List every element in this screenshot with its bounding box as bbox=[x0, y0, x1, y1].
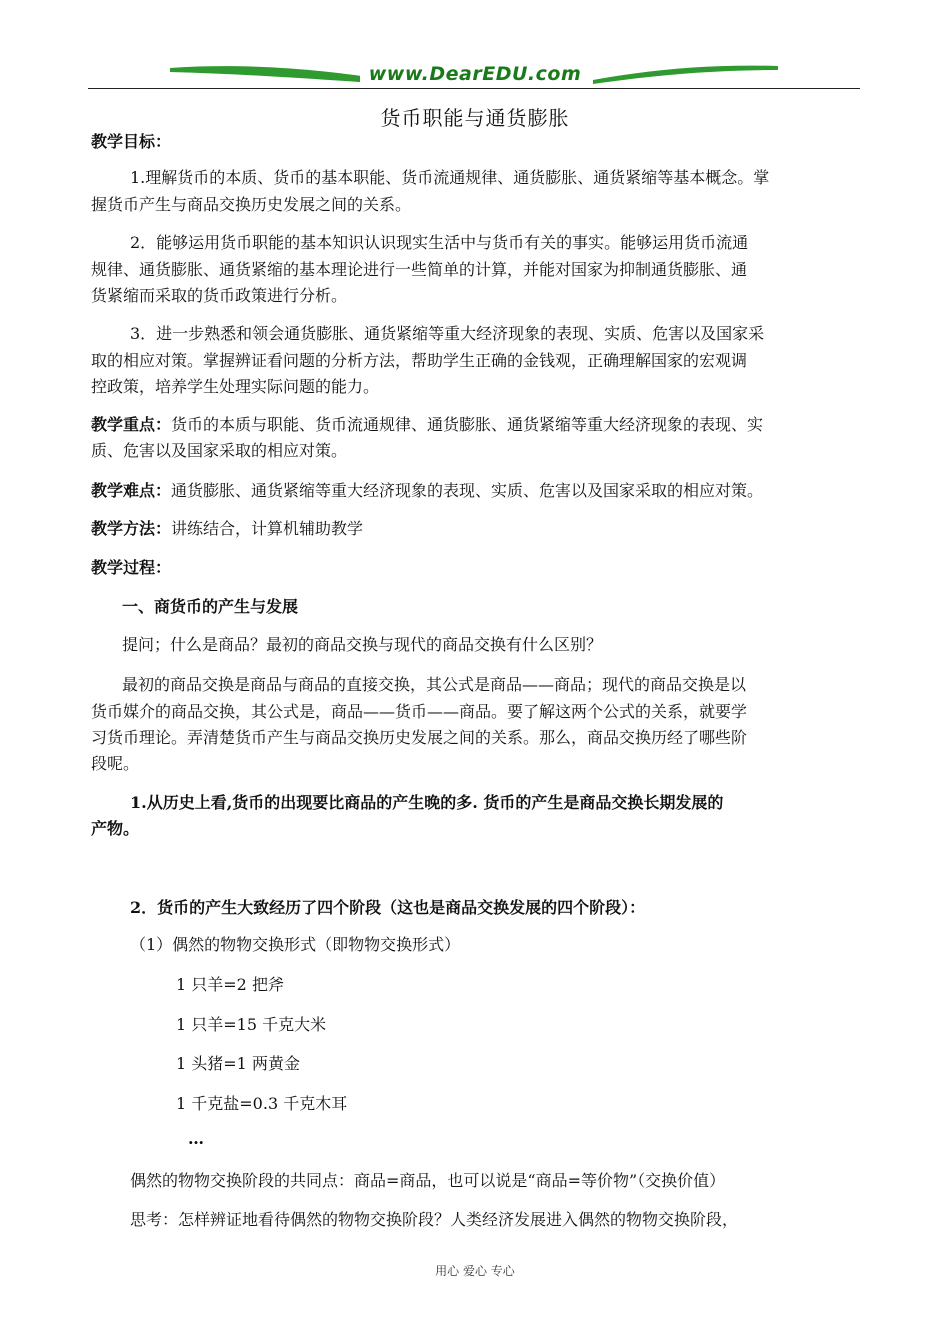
paragraph-line: 思考：怎样辨证地看待偶然的物物交换阶段？人类经济发展进入偶然的物物交换阶段， bbox=[130, 1210, 739, 1229]
paragraph-line: 1.理解货币的本质、货币的基本职能、货币流通规律、通货膨胀、通货紧缩等基本概念。掌 bbox=[130, 168, 770, 187]
key-points-label: 教学重点： bbox=[91, 415, 172, 434]
paragraph-line: 货币媒介的商品交换，其公式是，商品——货币——商品。要了解这两个公式的关系，就要学 bbox=[91, 702, 748, 721]
difficulties-label: 教学难点： bbox=[91, 481, 172, 500]
methods-line bbox=[91, 518, 363, 540]
paragraph-line: 段呢。 bbox=[91, 754, 140, 773]
section-heading-process: 教学过程： bbox=[91, 558, 172, 577]
bold-point: 产物。 bbox=[91, 819, 140, 838]
paragraph-line: 提问；什么是商品？最初的商品交换与现代的商品交换有什么区别？ bbox=[122, 635, 603, 654]
list-item: 1 只羊=15 千克大米 bbox=[176, 1015, 327, 1034]
site-logo: www.DearEDU.com bbox=[360, 62, 590, 86]
paragraph-line: 偶然的物物交换阶段的共同点：商品=商品，也可以说是“商品=等价物”（交换价值） bbox=[130, 1171, 726, 1190]
key-points-text: 货币的本质与职能、货币流通规律、通货膨胀、通货紧缩等重大经济现象的表现、实 bbox=[171, 415, 764, 434]
paragraph-line: 2．能够运用货币职能的基本知识认识现实生活中与货币有关的事实。能够运用货币流通 bbox=[130, 233, 749, 252]
header-divider bbox=[88, 88, 860, 89]
subsection-heading: 一、商货币的产生与发展 bbox=[122, 597, 299, 616]
paragraph-line: 习货币理论。弄清楚货币产生与商品交换历史发展之间的关系。那么，商品交换历经了哪些阶 bbox=[91, 728, 748, 747]
paragraph-line: 握货币产生与商品交换历史发展之间的关系。 bbox=[91, 195, 412, 214]
list-ellipsis: … bbox=[188, 1129, 204, 1148]
paragraph-line: 取的相应对策。掌握辨证看问题的分析方法，帮助学生正确的金钱观，正确理解国家的宏观调 bbox=[91, 351, 748, 370]
list-heading: （1）偶然的物物交换形式（即物物交换形式） bbox=[130, 935, 461, 954]
paragraph-line: 控政策，培养学生处理实际问题的能力。 bbox=[91, 377, 380, 396]
paragraph-line: 最初的商品交换是商品与商品的直接交换，其公式是商品——商品；现代的商品交换是以 bbox=[122, 675, 747, 694]
paragraph-line: 货紧缩而采取的货币政策进行分析。 bbox=[91, 286, 348, 305]
paragraph-line: 3．进一步熟悉和领会通货膨胀、通货紧缩等重大经济现象的表现、实质、危害以及国家采 bbox=[130, 324, 765, 343]
bold-point: 2．货币的产生大致经历了四个阶段（这也是商品交换发展的四个阶段）： bbox=[130, 898, 646, 917]
difficulties-line bbox=[91, 480, 763, 502]
key-points-line bbox=[91, 414, 763, 436]
methods-label: 教学方法： bbox=[91, 519, 172, 538]
paragraph-line: 规律、通货膨胀、通货紧缩的基本理论进行一些简单的计算，并能对国家为抑制通货膨胀、通 bbox=[91, 260, 748, 279]
section-heading-objectives: 教学目标： bbox=[91, 132, 172, 151]
list-item: 1 千克盐=0.3 千克木耳 bbox=[176, 1094, 348, 1113]
difficulties-text: 通货膨胀、通货紧缩等重大经济现象的表现、实质、危害以及国家采取的相应对策。 bbox=[171, 481, 764, 500]
bold-point: 1.从历史上看,货币的出现要比商品的产生晚的多. 货币的产生是商品交换长期发展的 bbox=[130, 793, 724, 812]
paragraph-line: 质、危害以及国家采取的相应对策。 bbox=[91, 441, 348, 460]
methods-text: 讲练结合，计算机辅助教学 bbox=[171, 519, 364, 538]
page-footer: 用心 爱心 专心 bbox=[435, 1264, 515, 1278]
document-title: 货币职能与通货膨胀 bbox=[380, 106, 570, 130]
list-item: 1 只羊=2 把斧 bbox=[176, 975, 284, 994]
list-item: 1 头猪=1 两黄金 bbox=[176, 1054, 300, 1073]
